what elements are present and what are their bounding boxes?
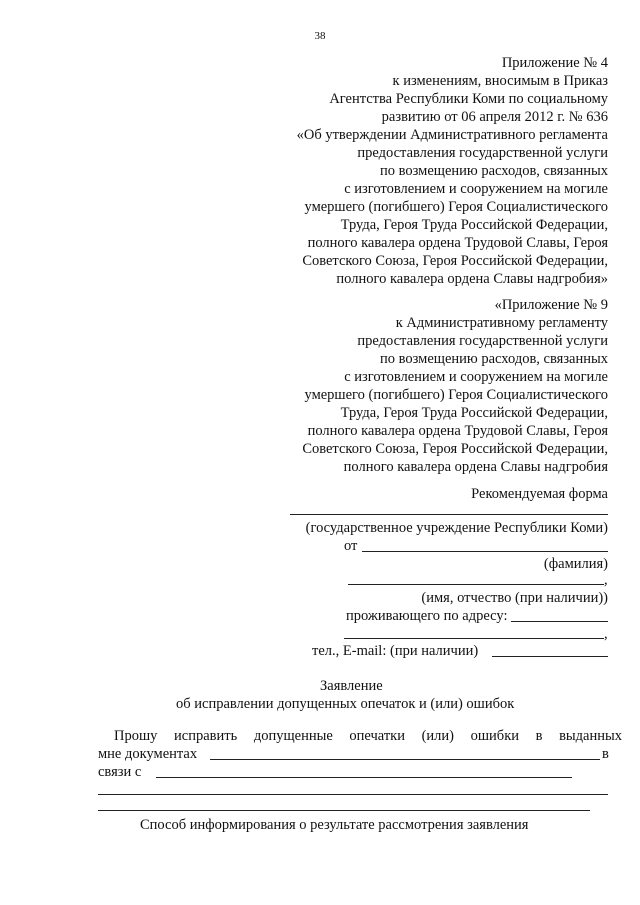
comma: ,: [604, 572, 608, 588]
documents-field-line[interactable]: [210, 759, 600, 760]
notification-method-label: Способ информирования о результате рассмотрения заявления: [140, 817, 529, 833]
statement-title: Заявление: [320, 678, 383, 694]
contact-field-line[interactable]: [492, 656, 608, 657]
address-field-line[interactable]: [511, 621, 608, 622]
surname-field-line[interactable]: [362, 551, 608, 552]
appendix-9-line: полного кавалера ордена Славы надгробия: [343, 459, 608, 475]
recommended-form-label: Рекомендуемая форма: [471, 486, 608, 502]
comma: ,: [604, 626, 608, 642]
address-label: проживающего по адресу:: [346, 608, 508, 624]
appendix-4-line: Агентства Республики Коми по социальному: [329, 91, 608, 107]
appendix-9-line: полного кавалера ордена Трудовой Славы, Героя: [307, 423, 608, 439]
connection-field-line[interactable]: [156, 777, 572, 778]
statement-subtitle: об исправлении допущенных опечаток и (или) ошибок: [176, 696, 515, 712]
appendix-4-line: по возмещению расходов, связанных: [380, 163, 608, 179]
appendix-9-line: к Административному регламенту: [395, 315, 608, 331]
appendix-9-line: Советского Союза, Героя Российской Федерации,: [302, 441, 608, 457]
address-field-line-2[interactable]: [344, 638, 604, 639]
appendix-4-line: к изменениям, вносимым в Приказ: [392, 73, 608, 89]
statement-body-line: Прошу исправить допущенные опечатки (или) ошибки в выданных: [114, 728, 623, 744]
appendix-4-line: «Об утверждении Административного регламента: [296, 127, 608, 143]
appendix-4-line: развитию от 06 апреля 2012 г. № 636: [381, 109, 608, 125]
contact-label: тел., E-mail: (при наличии): [312, 643, 479, 659]
name-field-line[interactable]: [348, 584, 604, 585]
appendix-9-line: умершего (погибшего) Героя Социалистического: [304, 387, 608, 403]
appendix-4-line: Советского Союза, Героя Российской Федерации,: [302, 253, 608, 269]
appendix-4-line: с изготовлением и сооружением на могиле: [344, 181, 608, 197]
appendix-9-line: Труда, Героя Труда Российской Федерации,: [340, 405, 608, 421]
appendix-4-line: полного кавалера ордена Славы надгробия»: [336, 271, 608, 287]
appendix-9-line: с изготовлением и сооружением на могиле: [344, 369, 608, 385]
appendix-9-line: по возмещению расходов, связанных: [380, 351, 608, 367]
appendix-9-line: «Приложение № 9: [494, 297, 608, 313]
appendix-4-line: умершего (погибшего) Героя Социалистического: [304, 199, 608, 215]
documents-label: мне документах: [98, 746, 198, 762]
appendix-4-line: Приложение № 4: [501, 55, 608, 71]
page-number: 38: [314, 30, 326, 42]
appendix-4-line: предоставления государственной услуги: [357, 145, 608, 161]
appendix-4-line: полного кавалера ордена Трудовой Славы, Героя: [307, 235, 608, 251]
name-caption: (имя, отчество (при наличии)): [421, 590, 608, 606]
institution-caption: (государственное учреждение Республики Коми): [305, 520, 608, 536]
appendix-4-line: Труда, Героя Труда Российской Федерации,: [340, 217, 608, 233]
reason-field-line[interactable]: [98, 794, 608, 795]
in-word: в: [602, 746, 609, 762]
connection-label: связи с: [98, 764, 142, 780]
surname-caption: (фамилия): [543, 556, 608, 572]
appendix-9-line: предоставления государственной услуги: [357, 333, 608, 349]
reason-field-line[interactable]: [98, 810, 590, 811]
from-label: от: [344, 538, 358, 554]
institution-field-line[interactable]: [290, 514, 608, 515]
